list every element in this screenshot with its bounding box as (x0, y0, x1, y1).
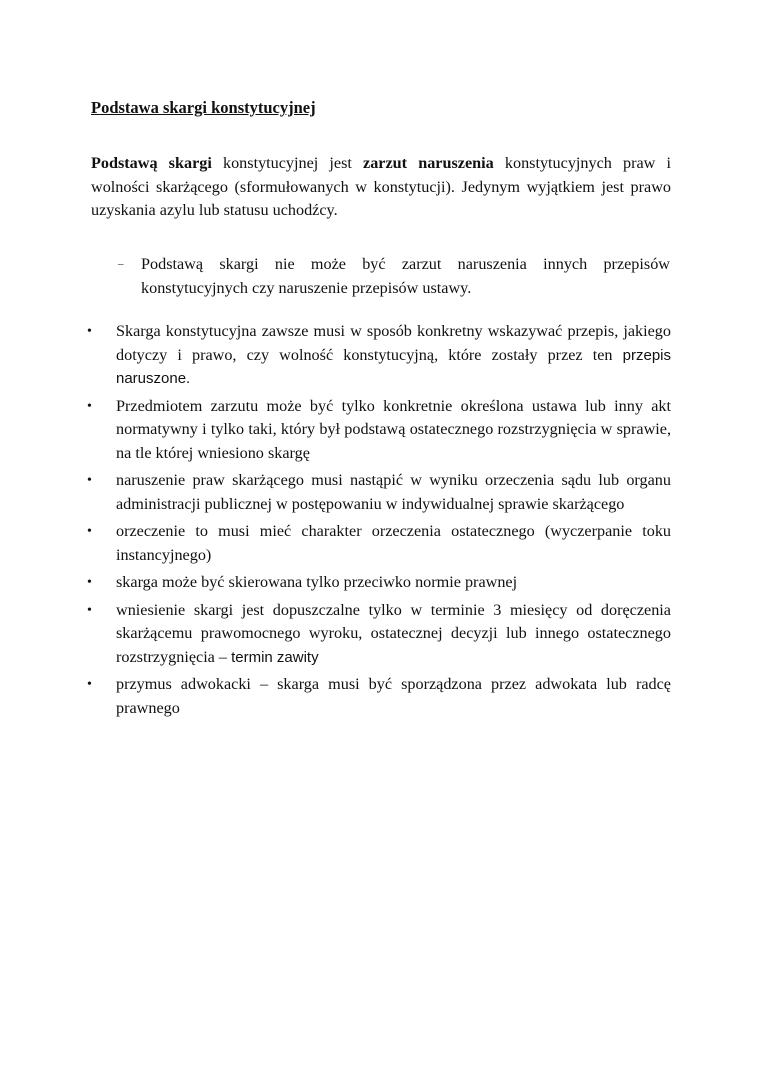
list-item (87, 520, 671, 567)
list-item-text: Przedmiotem zarzutu może być tylko konkretnie określona ustawa lub inny akt normatywny i tylko taki, który był podstawą ostatecznego rozstrzygnięcia w sprawie, na tle której wniesiono skargę (116, 396, 671, 462)
bullet-marker: • (87, 524, 92, 539)
list-item-text: orzeczenie to musi mieć charakter orzeczenia ostatecznego (wyczerpanie (116, 522, 633, 540)
list-item-text: skarga może być skierowana tylko przeciwko normie prawnej (116, 573, 518, 591)
list-item (87, 571, 671, 595)
list-item (87, 469, 671, 516)
intro-bold-1: Podstawą skargi (91, 154, 212, 172)
intro-text-1: konstytucyjnej jest (211, 154, 364, 172)
dash-list-item (118, 253, 670, 300)
intro-text-2: konstytucyjnych praw i wolności skarżącego (sformułowanych w konstytucji). Jedynym wyjątkiem jest prawo uzyskania azylu lub statusu uchodźcy. (91, 154, 671, 219)
bullet-marker: • (87, 473, 92, 488)
document-title: Podstawa skargi konstytucyjnej (91, 98, 316, 117)
list-item-text: naruszenie praw skarżącego musi nastąpić w wyniku orzeczenia sądu lub organu administracji publicznej w postępowaniu w indywidualnej sprawie skarżącego (116, 471, 671, 513)
bullet-marker: • (87, 398, 92, 414)
bullet-marker: • (87, 575, 92, 590)
list-item-tail: termin zawity (231, 648, 319, 666)
bullet-list (87, 320, 671, 724)
list-item (87, 599, 671, 670)
bullet-marker: • (87, 324, 92, 339)
intro-bold-2: zarzut naruszenia (363, 154, 494, 172)
bullet-marker: • (87, 602, 92, 618)
list-item-text: wniesienie skargi jest dopuszczalne tylko w terminie 3 miesięcy od doręczenia skarżącemu prawomocnego wyroku, ostatecznej decyzji lub innego ostatecznego rozstrzygnięcia – (116, 600, 671, 666)
list-item-tail: toku instancyjnego) (116, 522, 672, 564)
dash-item-text: Podstawą skargi nie może być zarzut naruszenia innych przepisów konstytucyjnych czy naruszenie przepisów ustawy. (141, 255, 670, 297)
bullet-marker: • (87, 677, 92, 692)
list-item-tail: przepis naruszone. (116, 346, 671, 387)
list-item (87, 320, 671, 391)
list-item (87, 395, 671, 466)
intro-paragraph (91, 152, 671, 223)
list-item (87, 673, 671, 720)
list-item-text: przymus adwokacki – skarga musi być sporządzona przez adwokata lub radcę prawnego (116, 675, 671, 717)
list-item-text: Skarga konstytucyjna zawsze musi w sposób konkretny wskazywać przepis, jakiego dotyczy i prawo, czy wolność konstytucyjną, które zostały przez ten (116, 322, 671, 364)
dash-marker: – (118, 258, 124, 270)
